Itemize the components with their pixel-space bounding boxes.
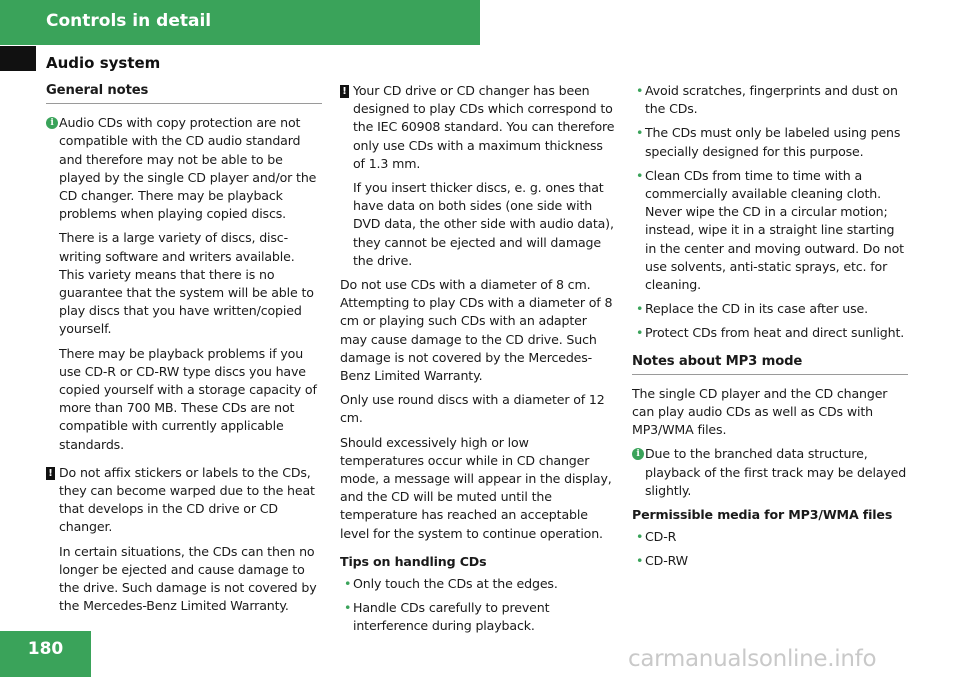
bullet-icon: • — [344, 600, 352, 616]
paragraph: Do not use CDs with a diameter of 8 cm. Attempting to play CDs with a diameter of 8 cm or playing such CDs with an adapter may cause damage to the CD drive. Such damage is not covered by the Mercedes-Benz Limited Warranty. — [340, 277, 613, 384]
media-heading: Permissible media for MP3/WMA files — [632, 507, 893, 523]
list-item: • Avoid scratches, fingerprints and dust on the CDs. — [636, 83, 898, 117]
section-title: Audio system — [46, 54, 161, 72]
paragraph: The single CD player and the CD changer can play audio CDs as well as CDs with MP3/WMA files. — [632, 385, 888, 438]
bullet-icon: • — [636, 125, 644, 141]
warning-icon: ! — [46, 467, 55, 480]
paragraph: Should excessively high or low temperatures occur while in CD changer mode, a message will appear in the display, and the CD will be muted until the temperature has reached an acceptable level for the system to continue operation. — [340, 434, 612, 541]
paragraph: Your CD drive or CD changer has been designed to play CDs which correspond to the IEC 60908 standard. You can therefore only use CDs with a maximum thickness of 1.3 mm. — [353, 83, 615, 171]
media-list — [632, 528, 908, 570]
info-note — [632, 445, 908, 500]
mp3-heading: Notes about MP3 mode — [632, 353, 908, 375]
general-notes-heading: General notes — [46, 82, 322, 104]
list-item: • Replace the CD in its case after use. — [632, 300, 908, 318]
paragraph: If you insert thicker discs, e. g. ones that have data on both sides (one side with DVD data, the other side with audio data), they cannot be ejected and will damage the drive. — [353, 180, 614, 268]
column-3 — [632, 82, 908, 577]
paragraph: Only use round discs with a diameter of 12 cm. — [340, 392, 605, 426]
list-item: • Clean CDs from time to time with a commercially available cleaning cloth. Never wipe the CD in a circular motion; instead, wipe it in a straight line starting in the center and moving outward. Do not use solvents, anti-static sprays, etc. for cleaning. — [636, 167, 904, 293]
column-2 — [340, 82, 616, 642]
list-item: • CD-R — [632, 528, 908, 546]
list-item: • Only touch the CDs at the edges. — [340, 575, 616, 593]
tips-list — [340, 575, 616, 636]
bullet-icon: • — [636, 83, 644, 98]
warning-note — [46, 464, 322, 616]
list-item: • CD-RW — [632, 552, 908, 570]
tips-heading: Tips on handling CDs — [340, 553, 487, 569]
info-icon: i — [46, 117, 58, 129]
page-number: 180 — [27, 639, 64, 659]
paragraph: Do not affix stickers or labels to the CDs, they can become warped due to the heat that develops in the CD drive or CD changer. — [59, 464, 315, 535]
list-item: • Handle CDs carefully to prevent interference during playback. — [344, 600, 550, 634]
warning-note — [340, 82, 616, 270]
paragraph: There is a large variety of discs, disc-writing software and writers available. This variety means that there is no guarantee that the system will be able to play discs that you have written/copied yourself. — [59, 230, 314, 337]
warning-icon: ! — [340, 85, 349, 98]
bullet-icon: • — [636, 553, 644, 569]
watermark: carmanualsonline.info — [628, 646, 877, 672]
bullet-icon: • — [636, 167, 644, 183]
info-note — [46, 114, 322, 454]
column-1 — [46, 82, 322, 621]
paragraph: There may be playback problems if you use CD-R or CD-RW type discs you have copied yourself with a storage capacity of more than 700 MB. These CDs are not compatible with currently applicable standards. — [59, 345, 317, 452]
paragraph: Due to the branched data structure, playback of the first track may be delayed slightly. — [645, 446, 907, 498]
section-marker — [0, 46, 36, 71]
list-item: • Protect CDs from heat and direct sunlight. — [632, 324, 908, 342]
bullet-icon: • — [636, 301, 644, 317]
chapter-title: Controls in detail — [46, 11, 212, 31]
bullet-icon: • — [636, 325, 644, 341]
bullet-icon: • — [344, 576, 352, 592]
paragraph: Audio CDs with copy protection are not compatible with the CD audio standard and therefore may not be able to be played by the single CD player and/or the CD changer. There may be playback problems when playing copied discs. — [59, 115, 317, 222]
list-item: • The CDs must only be labeled using pens specially designed for this purpose. — [636, 125, 901, 159]
info-icon: i — [632, 448, 644, 460]
paragraph: In certain situations, the CDs can then no longer be ejected and cause damage to the drive. Such damage is not covered by the Mercedes-Benz Limited Warranty. — [59, 543, 317, 614]
tips-list-continued — [632, 82, 908, 343]
bullet-icon: • — [636, 529, 644, 545]
